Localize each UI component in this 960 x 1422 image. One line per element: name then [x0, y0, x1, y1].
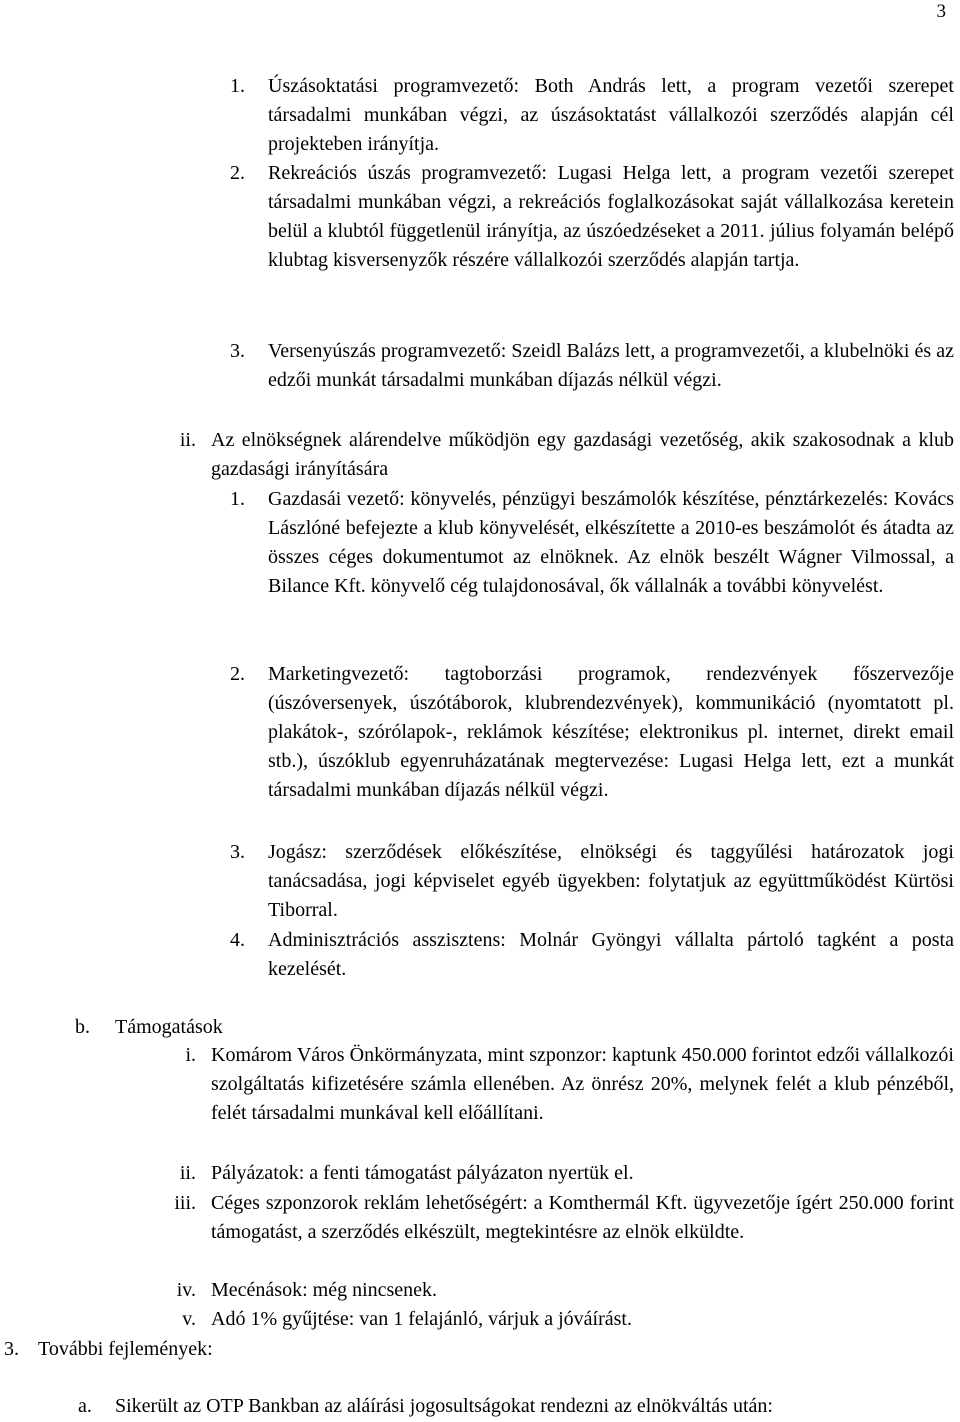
list-marker: 1. [230, 75, 245, 97]
section-marker: b. [75, 1016, 90, 1038]
list-marker: a. [78, 1395, 92, 1417]
list-item: Sikerült az OTP Bankban az aláírási jogosultságokat rendezni az elnökváltás után: [115, 1395, 773, 1417]
list-item: Az elnökségnek alárendelve működjön egy gazdasági vezetőség, akik szakosodnak a klub gazdasági irányítására [211, 429, 954, 480]
list-item: Versenyúszás programvezető: Szeidl Balázs lett, a programvezetői, a klubelnöki és az edzői munkát társadalmi munkában díjazás nélkül végzi. [268, 340, 954, 391]
section-marker: 3. [4, 1338, 19, 1360]
list-item: Gazdasái vezető: könyvelés, pénzügyi beszámolók készítése, pénztárkezelés: Kovács Lászlóné befejezte a klub könyvelését, elkészítette a 2010-es beszámolót és átadta az összes céges dokumentumot az elnöknek. Az elnök beszélt Wágner Vilmossal, a Bilance Kft. könyvelő cég tulajdonosával, ők vállalnák a további könyvelést. [268, 488, 954, 597]
list-marker: 4. [230, 929, 245, 951]
list-marker: 3. [230, 340, 245, 362]
list-item: Úszásoktatási programvezető: Both András lett, a program vezetői szerepet társadalmi munkában végzi, az úszásoktatást vállalkozói szerződés alapján cél projekteben irányítja. [268, 75, 954, 155]
list-item: Céges szponzorok reklám lehetőségért: a Komthermál Kft. ügyvezetője ígért 250.000 forint támogatást, a szerződés elkészült, megtekintésre az elnök elküldte. [211, 1192, 954, 1243]
list-marker: v. [182, 1308, 196, 1330]
list-marker: 2. [230, 663, 245, 685]
page-number: 3 [936, 1, 946, 22]
list-item: Pályázatok: a fenti támogatást pályázaton nyertük el. [211, 1162, 634, 1184]
section-heading: További fejlemények: [38, 1338, 213, 1360]
list-marker: i. [185, 1044, 196, 1066]
list-item: Adó 1% gyűjtése: van 1 felajánló, várjuk a jóváírást. [211, 1308, 632, 1330]
list-item: Komárom Város Önkörmányzata, mint szponzor: kaptunk 450.000 forintot edzői vállalkozói szolgáltatás kifizetésére számla ellenében. Az önrész 20%, melynek felét a klub pénzéből, felét társadalmi munkával kell előállítani. [211, 1044, 954, 1124]
list-item: Jogász: szerződések előkészítése, elnökségi és taggyűlési határozatok jogi tanácsadása, jogi képviselet egyéb ügyekben: folytatjuk az együttműködést Kürtösi Tiborral. [268, 841, 954, 921]
list-marker: 3. [230, 841, 245, 863]
list-marker: ii. [179, 1162, 196, 1184]
list-marker: iii. [174, 1192, 196, 1214]
list-item: Rekreációs úszás programvezető: Lugasi Helga lett, a program vezetői szerepet társadalmi munkában végzi, a rekreációs foglalkozásokat saját vállalkozása keretein belül a klubtól függetlenül irányítja, az úszóedzéseket a 2011. július folyamán belépő klubtag kisversenyzők részére vállalkozói szerződés alapján tartja. [268, 162, 954, 271]
list-item: Mecénások: még nincsenek. [211, 1279, 438, 1301]
list-marker: 2. [230, 162, 245, 184]
list-marker: 1. [230, 488, 245, 510]
section-heading: Támogatások [115, 1016, 223, 1038]
list-marker: ii. [179, 429, 196, 451]
list-marker: iv. [176, 1279, 196, 1301]
list-item: Marketingvezető: tagtoborzási programok, rendezvények főszervezője (úszóversenyek, úszótáborok, klubrendezvények), kommunikáció (nyomtatott pl. plakátok-, szórólapok-, reklámok készítése; elektronikus pl. internet, direkt email stb.), úszóklub egyenruházatának megtervezése: Lugasi Helga lett, ezt a munkát társadalmi munkában díjazás nélkül végzi. [268, 663, 954, 801]
list-item: Adminisztrációs asszisztens: Molnár Gyöngyi vállalta pártoló tagként a posta kezelését. [268, 929, 954, 980]
